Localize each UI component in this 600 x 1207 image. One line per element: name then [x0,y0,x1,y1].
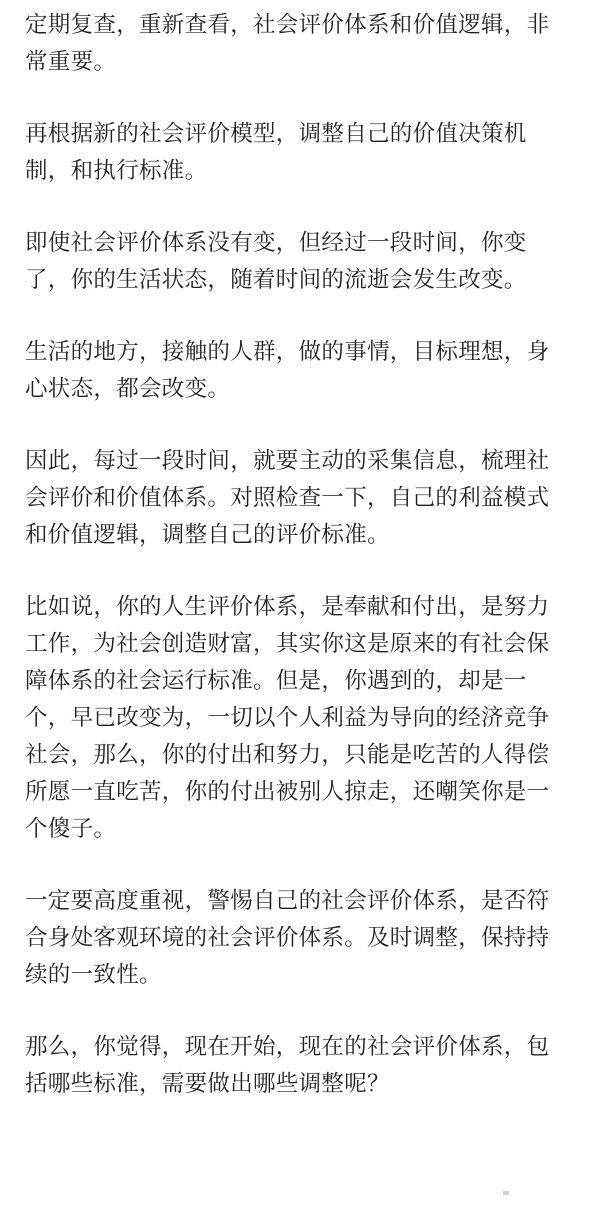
paragraph-4 [25,334,575,408]
text-line: 和价值逻辑，调整自己的评价标准。 [25,522,390,548]
paragraph-2 [25,116,575,190]
text-line: 那么，你觉得，现在开始，现在的社会评价体系，包 [25,1034,550,1060]
text-line: 因此，每过一段时间，就要主动的采集信息，梳理社 [25,448,550,474]
text-line: 定期复查，重新查看，社会评价体系和价值逻辑，非 [25,12,550,38]
text-line: 了，你的生活状态，随着时间的流逝会发生改变。 [25,267,527,293]
watermark-mark [503,1191,509,1195]
text-line: 比如说，你的人生评价体系，是奉献和付出，是努力 [25,594,550,620]
text-line: 续的一致性。 [25,962,162,988]
text-line: 社会，那么，你的付出和努力，只能是吃苦的人得偿 [25,742,550,768]
article-body [25,7,575,1103]
text-line: 一定要高度重视，警惕自己的社会评价体系，是否符 [25,888,550,914]
text-line: 制，和执行标准。 [25,158,208,184]
paragraph-6 [25,589,575,848]
text-line: 心状态，都会改变。 [25,376,231,402]
paragraph-7 [25,883,575,994]
text-line: 常重要。 [25,49,117,75]
text-line: 个傻子。 [25,816,117,842]
paragraph-3 [25,225,575,299]
text-line: 会评价和价值体系。对照检查一下，自己的利益模式 [25,485,550,511]
text-line: 合身处客观环境的社会评价体系。及时调整，保持持 [25,925,550,951]
text-line: 所愿一直吃苦，你的付出被别人掠走，还嘲笑你是一 [25,779,550,805]
paragraph-5 [25,443,575,554]
text-line: 再根据新的社会评价模型，调整自己的价值决策机 [25,121,527,147]
text-line: 括哪些标准，需要做出哪些调整呢？ [25,1071,390,1097]
text-line: 生活的地方，接触的人群，做的事情，目标理想，身 [25,339,550,365]
text-line: 工作，为社会创造财富，其实你这是原来的有社会保 [25,631,550,657]
text-line: 障体系的社会运行标准。但是，你遇到的，却是一 [25,668,527,694]
paragraph-8 [25,1029,575,1103]
paragraph-1 [25,7,575,81]
text-line: 个，早已改变为，一切以个人利益为导向的经济竞争 [25,705,550,731]
text-line: 即使社会评价体系没有变，但经过一段时间，你变 [25,230,527,256]
